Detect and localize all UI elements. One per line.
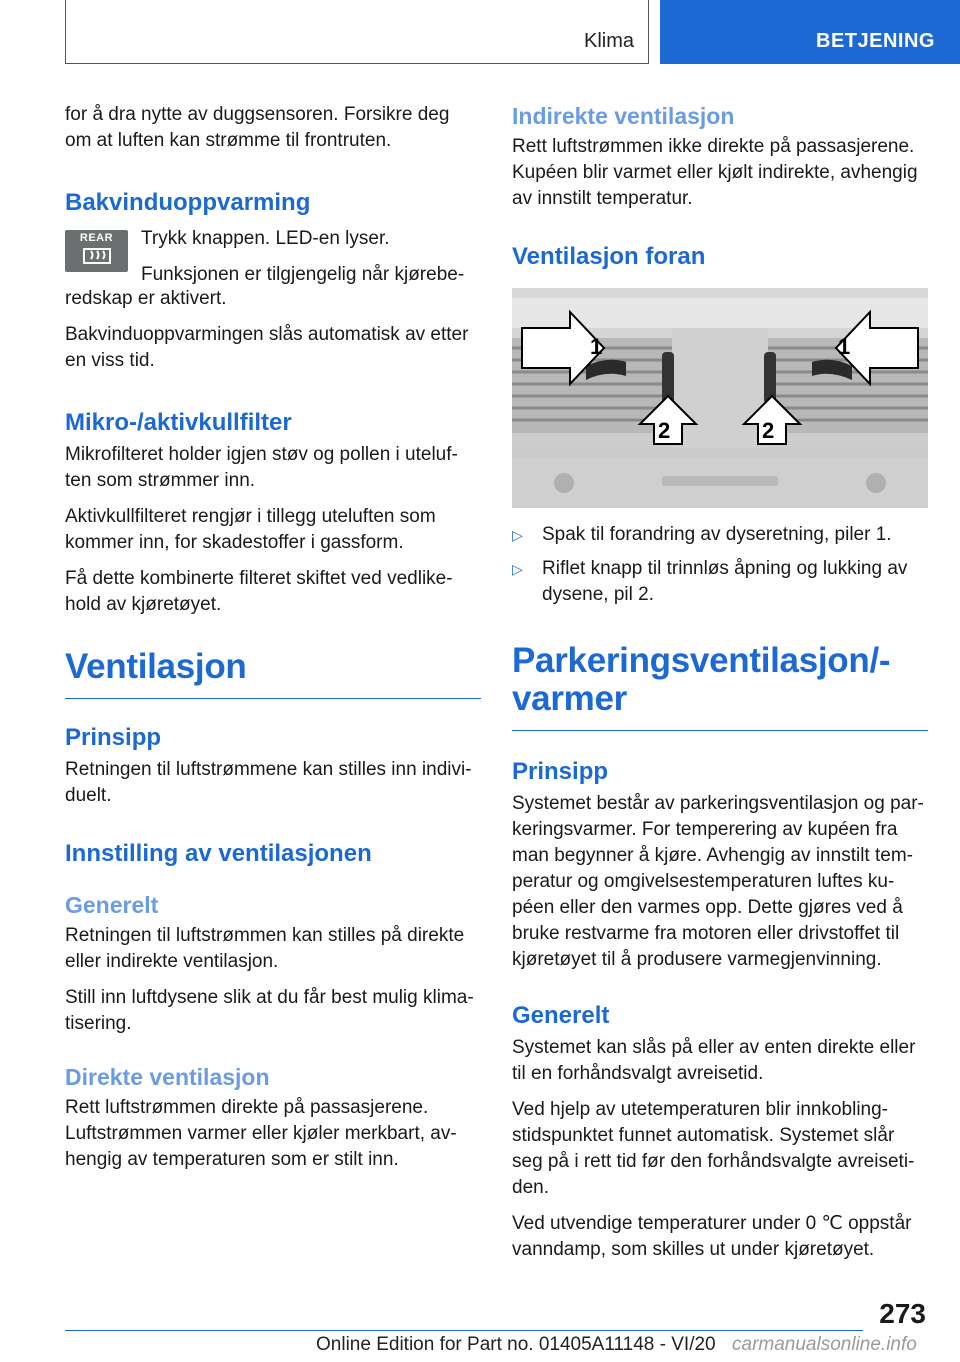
right-column [512,102,928,1273]
ventilasjon-heading: Ventilasjon [65,647,247,686]
center-screen-frame [672,328,768,448]
ventilasjon-rule [65,698,481,699]
direkte-paragraph: Rett luftstrømmen direkte på passasjerene. Luftstrømmen varmer eller kjøler merkbart, av-hengig av temperaturen som er stilt inn. [65,1097,457,1170]
arrow-2-left-label: 2 [658,418,671,443]
direkte-heading: Direkte ventilasjon [65,1064,270,1090]
generelt-right-p2: Ved hjelp av utetemperaturen blir innkobling-stidspunktet funnet automatisk. Systemet slår seg på i rett tid før den forhåndsvalgte avreiseti-den. [512,1099,915,1198]
mikro-p3: Få dette kombinerte filteret skiftet ved vedlike-hold av kjøretøyet. [65,568,453,615]
generelt-right-p1: Systemet kan slås på eller av enten direkte eller til en forhåndsvalgt avreisetid. [512,1037,916,1084]
innstilling-heading: Innstilling av ventilasjonen [65,840,372,867]
header-section-box [65,0,649,64]
bakvindu-heading: Bakvinduoppvarming [65,189,311,216]
header-chapter-tab [660,0,960,64]
left-column [65,102,481,1183]
right-knurled-knob [764,352,776,404]
rear-defrost-button-icon [65,230,128,272]
left-control-strip [512,458,928,508]
rear-defrost-row [65,224,481,288]
header-section-title: Klima [583,30,634,52]
mikro-heading: Mikro-/aktivkullfilter [65,409,292,436]
prinsipp-paragraph: Retningen til luftstrømmene kan stilles inn indivi-duelt. [65,759,472,806]
generelt-p1: Retningen til luftstrømmen kan stilles på direkte eller indirekte ventilasjon. [65,925,465,972]
generelt-heading-right: Generelt [512,1002,610,1029]
foran-heading: Ventilasjon foran [512,243,706,270]
bullet-triangle-icon: ▷ [512,527,523,543]
mikro-p2: Aktivkullfilteret rengjør i tillegg uteluften som kommer inn, for skadestoffer i gassform. [65,506,436,553]
generelt-right-p3: Ved utvendige temperaturer under 0 ℃ oppstår vanndamp, som skilles ut under kjøretøyet. [512,1213,912,1260]
footer-rule [65,1330,863,1331]
arrow-1-left-label: 1 [590,334,603,359]
defrost-icon [82,247,112,267]
parkering-heading: Parkeringsventilasjon/-varmer [512,641,891,718]
bullet-triangle-icon: ▷ [512,561,523,577]
footer-edition: Online Edition for Part no. 01405A11148 - VI/20 [316,1334,716,1355]
indirekte-paragraph: Rett luftstrømmen ikke direkte på passasjerene. Kupéen blir varmet eller kjølt indirekte, avhengig av innstilt temperatur. [512,136,918,209]
generelt-p2: Still inn luftdysene slik at du får best mulig klima-tisering. [65,987,474,1034]
bakvindu-p2-end: redskap er aktivert. [65,288,227,309]
bullet-item [512,522,928,548]
parkering-rule [512,730,928,731]
footer-watermark: carmanualsonline.info [732,1334,917,1355]
bullet-text: Riflet knapp til trinnløs åpning og lukking av dysene, pil 2. [542,558,908,605]
intro-paragraph: for å dra nytte av duggsensoren. Forsikre deg om at luften kan strømme til frontruten. [65,104,450,151]
prinsipp-heading: Prinsipp [65,724,162,751]
mikro-p1: Mikrofilteret holder igjen støv og pollen i uteluf-ten som strømmer inn. [65,444,458,491]
rear-icon-label: REAR [79,232,114,244]
bakvindu-p2-start: Funksjonen er tilgjengelig når kjørebe- [141,264,465,285]
indirekte-heading: Indirekte ventilasjon [512,103,735,129]
bakvindu-p3: Bakvinduoppvarmingen slås automatisk av etter en viss tid. [65,324,469,371]
prinsipp-paragraph-right: Systemet består av parkeringsventilasjon og par-keringsvarmer. For temperering av kupéen fra man begynner å kjøre. Avhengig av innstilt tem-peratur og omgivelsestemperaturen luftes ku-péen eller den varmes opp. Dette gjøres ved å bruke restvarme fra motoren eller drivstoffet til kjøretøyet til å produsere varmegjenvinning. [512,793,924,970]
prinsipp-heading-right: Prinsipp [512,758,609,785]
bullet-text: Spak til forandring av dyseretning, piler 1. [542,524,892,545]
bakvindu-p1: Trykk knappen. LED-en lyser. [141,228,390,249]
generelt-heading: Generelt [65,892,159,918]
arrow-2-right-label: 2 [762,418,775,443]
page-number: 273 [879,1298,926,1329]
header-chapter-title: BETJENING [816,30,935,52]
arrow-1-right-label: 1 [838,334,851,359]
front-vent-figure [512,288,928,508]
bullet-item [512,556,928,608]
